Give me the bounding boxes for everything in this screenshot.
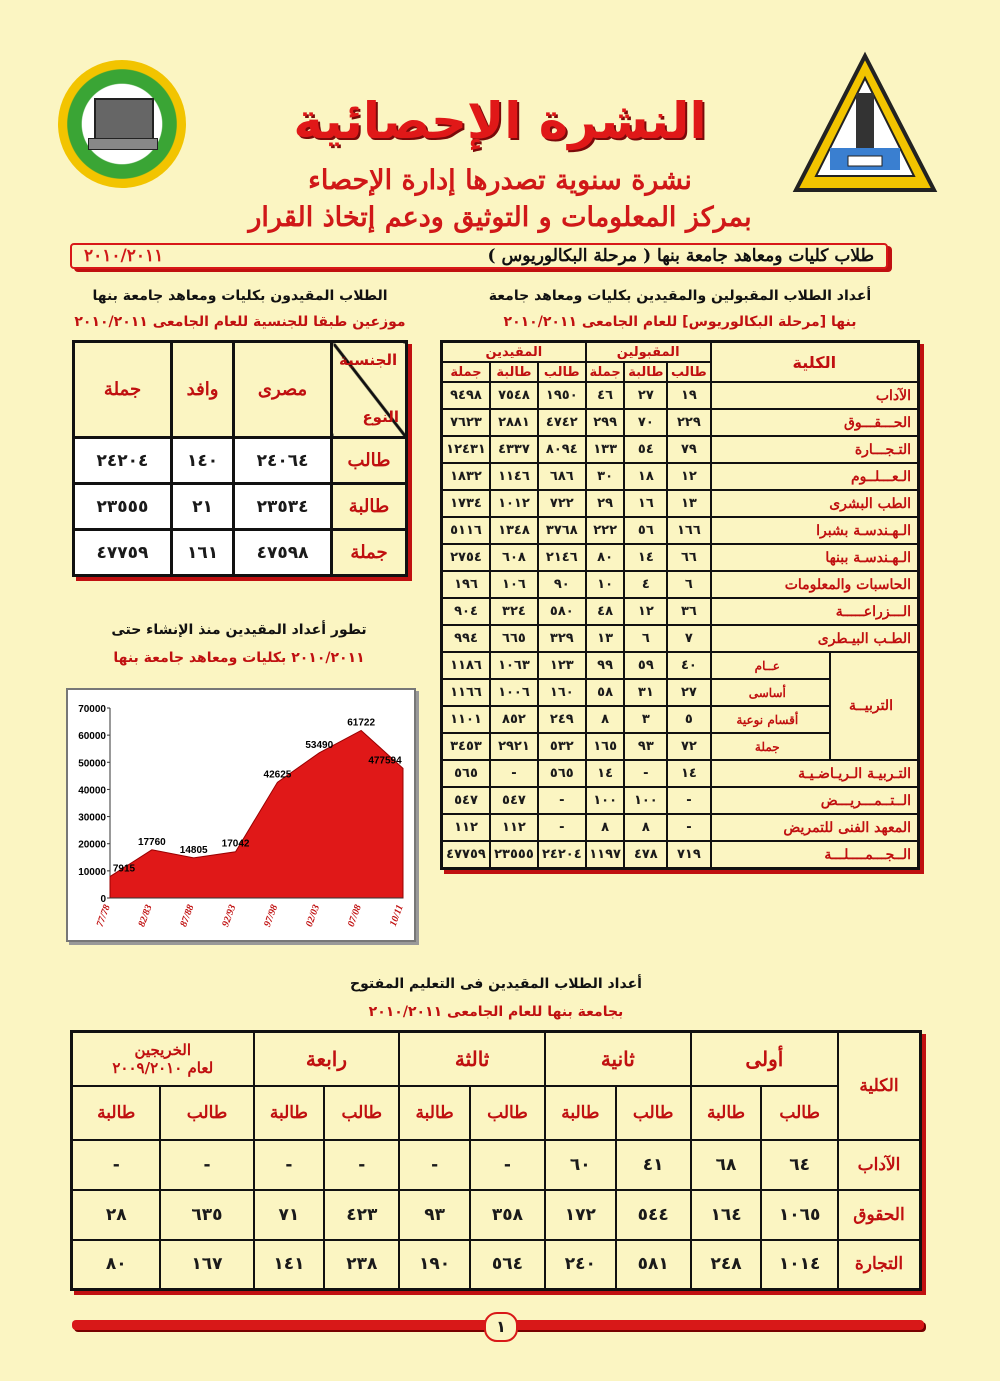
value-cell: ١٤	[586, 760, 625, 787]
value-cell: ٥٤	[624, 436, 667, 463]
value-cell: ٥٦٤	[470, 1240, 545, 1290]
value-cell: ٦٠	[545, 1140, 616, 1190]
value-cell: ١٦٠	[538, 679, 586, 706]
year-group-header: ثالثة	[399, 1032, 545, 1086]
data-label: 17760	[137, 836, 166, 848]
value-cell: ١٠٠	[624, 787, 667, 814]
value-cell: ٣٦	[667, 598, 710, 625]
value-cell: ٢٤٩	[538, 706, 586, 733]
sub-header: طالبة	[72, 1086, 161, 1140]
table-row	[442, 436, 919, 463]
sub-header: طالب	[324, 1086, 399, 1140]
value-cell: ٦٣٥	[160, 1190, 253, 1240]
value-cell: ١٠٠٦	[490, 679, 538, 706]
benha-university-logo	[790, 48, 940, 198]
value-cell: ٥٨	[586, 679, 625, 706]
value-cell: ٤١	[616, 1140, 691, 1190]
open-table-caption-1: أعداد الطلاب المقيدين فى التعليم المفتوح	[350, 976, 642, 992]
value-cell: ٥٨٠	[538, 598, 586, 625]
education-sub: أقسام نوعية	[711, 706, 830, 733]
table-row	[442, 571, 919, 598]
group-enrolled-header: المقيدين	[442, 342, 586, 363]
value-cell: ٤٨	[586, 598, 625, 625]
value-cell: ١١٨٦	[442, 652, 491, 679]
value-cell: ٤٧٤٢	[538, 409, 586, 436]
corner-cell	[332, 342, 407, 438]
faculty-name: الطب البشرى	[711, 490, 919, 517]
value-cell: -	[538, 787, 586, 814]
value-cell: ١٨٣٢	[442, 463, 491, 490]
value-cell: ٢٤٢٠٤	[538, 841, 586, 869]
value-cell: ١٩٦	[442, 571, 491, 598]
value-cell: ١٠٠	[586, 787, 625, 814]
cell: ٤٧٥٩٨	[234, 530, 332, 576]
value-cell: ٣٢٤	[490, 598, 538, 625]
value-cell: ١٣	[667, 490, 710, 517]
value-cell: ٩٠٤	[442, 598, 491, 625]
x-tick-label: 97/98	[262, 903, 281, 929]
area-series	[110, 730, 403, 898]
value-cell: ٥	[667, 706, 710, 733]
value-cell: ١٠٦٥	[761, 1190, 838, 1240]
graduates-line-1: الخريجين	[134, 1040, 192, 1059]
col-total: جملة	[74, 342, 172, 438]
faculty-name: التـجـــارة	[711, 436, 919, 463]
sub-header: جملة	[442, 362, 491, 382]
value-cell: ٢٧	[667, 679, 710, 706]
cell: ٢٤٢٠٤	[74, 438, 172, 484]
nat-table-caption-2: موزعين طبقا للجنسية للعام الجامعى ٢٠١٠/٢٠١١	[74, 314, 406, 330]
value-cell: ٢٩	[586, 490, 625, 517]
x-tick-label: 10/11	[387, 903, 406, 928]
table-row	[442, 463, 919, 490]
main-table-caption-2: بنها [مرحلة البكالوريوس] للعام الجامعى ٢٠١٠/٢٠١١	[503, 314, 857, 330]
y-tick-label: 40000	[78, 785, 106, 797]
open-table-caption-2: بجامعة بنها للعام الجامعى ٢٠١٠/٢٠١١	[368, 1004, 624, 1020]
data-label: 14805	[179, 844, 208, 856]
value-cell: ٢٢٢	[586, 517, 625, 544]
value-cell: ٤٧٧٥٩	[442, 841, 491, 869]
value-cell: ٧٦٢٣	[442, 409, 491, 436]
value-cell: ٩٣	[399, 1190, 470, 1240]
value-cell: ٩٤٩٨	[442, 382, 491, 409]
value-cell: ٩٩٤	[442, 625, 491, 652]
value-cell: ١٣٣	[586, 436, 625, 463]
col-egyptian: مصرى	[234, 342, 332, 438]
sub-header: طالب	[761, 1086, 838, 1140]
x-tick-label: 02/03	[303, 903, 323, 929]
value-cell: ٩٩	[586, 652, 625, 679]
education-sub: عــام	[711, 652, 830, 679]
value-cell: ١٠٦٣	[490, 652, 538, 679]
value-cell: -	[470, 1140, 545, 1190]
data-label: 477594	[368, 755, 402, 767]
value-cell: ٣٠	[586, 463, 625, 490]
value-cell: -	[667, 814, 710, 841]
value-cell: ١٧٢	[545, 1190, 616, 1240]
sub-header: طالبة	[545, 1086, 616, 1140]
sub-header: طالبة	[691, 1086, 762, 1140]
value-cell: ٦٦٥	[490, 625, 538, 652]
value-cell: ١١٢	[490, 814, 538, 841]
year-group-header: ثانية	[545, 1032, 691, 1086]
page-title: النشرة الإحصائية	[293, 92, 707, 150]
sub-header: طالبة	[624, 362, 667, 382]
sub-header: طالب	[160, 1086, 253, 1140]
faculty-name: الحقوق	[838, 1190, 921, 1240]
value-cell: ١١٦٦	[442, 679, 491, 706]
accepted-enrolled-table	[440, 340, 920, 870]
value-cell: ٨٥٢	[490, 706, 538, 733]
faculty-name: الآداب	[838, 1140, 921, 1190]
sub-header: طالب	[538, 362, 586, 382]
table-row	[72, 1240, 921, 1290]
value-cell: ١٦٤	[691, 1190, 762, 1240]
value-cell: ٢٧	[624, 382, 667, 409]
value-cell: ١٤	[667, 760, 710, 787]
value-cell: ٧٥٤٨	[490, 382, 538, 409]
value-cell: ٤٧٨	[624, 841, 667, 869]
faculty-name: الآداب	[711, 382, 919, 409]
table-row	[442, 652, 919, 679]
main-table-caption-1: أعداد الطلاب المقبولين والمقيدين بكليات ومعاهد جامعة	[488, 288, 872, 304]
enrollment-area-chart	[66, 688, 416, 942]
x-tick-label: 77/78	[94, 903, 113, 929]
value-cell: ٦٠٨	[490, 544, 538, 571]
data-label: 61722	[347, 717, 376, 729]
value-cell: ٧٢٢	[538, 490, 586, 517]
faculty-name: الـــزراعـــــة	[711, 598, 919, 625]
table-row	[442, 760, 919, 787]
y-tick-label: 60000	[78, 731, 106, 743]
cell: ١٦١	[172, 530, 234, 576]
value-cell: ١٤	[624, 544, 667, 571]
education-sub: جملة	[711, 733, 830, 760]
value-cell: -	[490, 760, 538, 787]
section-banner	[70, 243, 888, 269]
value-cell: ٥٦	[624, 517, 667, 544]
value-cell: ٥٦٥	[538, 760, 586, 787]
value-cell: -	[160, 1140, 253, 1190]
sub-header: طالبة	[254, 1086, 325, 1140]
value-cell: -	[667, 787, 710, 814]
value-cell: -	[399, 1140, 470, 1190]
value-cell: ٢٩٢١	[490, 733, 538, 760]
value-cell: ٧١٩	[667, 841, 710, 869]
value-cell: ٨	[586, 814, 625, 841]
value-cell: -	[324, 1140, 399, 1190]
value-cell: ١٨	[624, 463, 667, 490]
laptop-icon	[94, 98, 154, 142]
value-cell: ١٠١٢	[490, 490, 538, 517]
value-cell: ١٩٠	[399, 1240, 470, 1290]
value-cell: ٧٠	[624, 409, 667, 436]
table-row	[442, 814, 919, 841]
row-label: طالبة	[332, 484, 407, 530]
value-cell: ٧٩	[667, 436, 710, 463]
value-cell: ٢٩٩	[586, 409, 625, 436]
education-sub: أساسى	[711, 679, 830, 706]
value-cell: ٧٢	[667, 733, 710, 760]
y-tick-label: 20000	[78, 839, 106, 851]
banner-year: ٢٠١٠/٢٠١١	[84, 246, 164, 266]
value-cell: ٢٨٨١	[490, 409, 538, 436]
value-cell: ٢١٤٦	[538, 544, 586, 571]
value-cell: ١٦٦	[667, 517, 710, 544]
y-tick-label: 50000	[78, 758, 106, 770]
value-cell: ٩٣	[624, 733, 667, 760]
value-cell: ٨	[624, 814, 667, 841]
faculty-name: الحـــقـــوق	[711, 409, 919, 436]
value-cell: ٢٤٨	[691, 1240, 762, 1290]
table-row	[442, 625, 919, 652]
value-cell: ٦	[624, 625, 667, 652]
year-group-header: رابعة	[254, 1032, 400, 1086]
chart-caption-1: تطور أعداد المقيدين منذ الإنشاء حتى	[111, 622, 367, 638]
value-cell: ١٧٣٤	[442, 490, 491, 517]
sub-header: طالب	[470, 1086, 545, 1140]
y-tick-label: 30000	[78, 812, 106, 824]
nationality-table	[72, 340, 408, 577]
cell: ١٤٠	[172, 438, 234, 484]
graduates-line-2: لعام ٢٠٠٩/٢٠١٠	[112, 1058, 214, 1077]
value-cell: ٤٣٣٧	[490, 436, 538, 463]
value-cell: -	[538, 814, 586, 841]
value-cell: ٢٣٥٥٥	[490, 841, 538, 869]
page-number: ١	[484, 1312, 518, 1342]
corner-top-label: الجنسية	[339, 351, 398, 369]
value-cell: ١١٠١	[442, 706, 491, 733]
value-cell: ٢٢٩	[667, 409, 710, 436]
faculty-name: التـربيـة الـريـاضـيـة	[711, 760, 919, 787]
value-cell: ٥٨١	[616, 1240, 691, 1290]
sub-header: طالبة	[490, 362, 538, 382]
table-row	[442, 787, 919, 814]
sub-header: طالبة	[399, 1086, 470, 1140]
value-cell: ٥٣٢	[538, 733, 586, 760]
value-cell: ٦٦	[667, 544, 710, 571]
col-faculty-header: الكلية	[711, 342, 919, 383]
group-accepted-header: المقبولين	[586, 342, 711, 363]
sub-header: طالب	[616, 1086, 691, 1140]
value-cell: ٤٢٣	[324, 1190, 399, 1240]
value-cell: ٥٤٧	[490, 787, 538, 814]
data-label: 53490	[305, 739, 334, 751]
value-cell: ٣٥٨	[470, 1190, 545, 1240]
value-cell: ٥٤٤	[616, 1190, 691, 1240]
value-cell: ٥٦٥	[442, 760, 491, 787]
value-cell: ٦	[667, 571, 710, 598]
sub-header: طالب	[667, 362, 710, 382]
value-cell: ١٤١	[254, 1240, 325, 1290]
value-cell: ١٢٤٣١	[442, 436, 491, 463]
table-row	[72, 1140, 921, 1190]
faculty-name: الحاسبات والمعلومات	[711, 571, 919, 598]
education-label: التربيــة	[830, 652, 919, 760]
value-cell: ٤٠	[667, 652, 710, 679]
value-cell: ١٢	[624, 598, 667, 625]
value-cell: ١٠٦	[490, 571, 538, 598]
value-cell: ٥١١٦	[442, 517, 491, 544]
data-label: 42625	[263, 769, 292, 781]
value-cell: ٢٨	[72, 1190, 161, 1240]
value-cell: ١١٢	[442, 814, 491, 841]
value-cell: ٨	[586, 706, 625, 733]
faculty-name: الـهـندسـة بشبرا	[711, 517, 919, 544]
sub-header: جملة	[586, 362, 625, 382]
chart-caption-2: ٢٠١٠/٢٠١١ بكليات ومعاهد جامعة بنها	[113, 650, 365, 666]
faculty-name: الـهـندسـة ببنها	[711, 544, 919, 571]
row-label: جملة	[332, 530, 407, 576]
value-cell: ٨٠	[586, 544, 625, 571]
value-cell: ٤	[624, 571, 667, 598]
faculty-name: الــجـــمــــلـــة	[711, 841, 919, 869]
value-cell: -	[254, 1140, 325, 1190]
value-cell: ٣	[624, 706, 667, 733]
value-cell: ٩٠	[538, 571, 586, 598]
value-cell: ٣٧٦٨	[538, 517, 586, 544]
nat-table-caption-1: الطلاب المقيدون بكليات ومعاهد جامعة بنها	[92, 288, 388, 304]
table-row	[442, 544, 919, 571]
chart-svg	[68, 690, 414, 940]
value-cell: ٢٧٥٤	[442, 544, 491, 571]
table-row	[72, 1190, 921, 1240]
banner-text: طلاب كليات ومعاهد جامعة بنها ( مرحلة البكالوريوس )	[487, 246, 874, 266]
faculty-name: المعهد الفنى للتمريض	[711, 814, 919, 841]
value-cell: ٣٢٩	[538, 625, 586, 652]
value-cell: ١٠	[586, 571, 625, 598]
cell: ٢٣٥٣٤	[234, 484, 332, 530]
x-tick-label: 92/93	[220, 903, 239, 929]
table-row	[442, 409, 919, 436]
open-learning-table	[70, 1030, 922, 1291]
year-group-header: أولى	[691, 1032, 838, 1086]
value-cell: ٧١	[254, 1190, 325, 1240]
value-cell: ١٦	[624, 490, 667, 517]
value-cell: ٥٩	[624, 652, 667, 679]
value-cell: ١٢	[667, 463, 710, 490]
row-label: طالب	[332, 438, 407, 484]
x-tick-label: 87/88	[178, 903, 197, 929]
value-cell: ١٩٥٠	[538, 382, 586, 409]
col-foreign: وافد	[172, 342, 234, 438]
subtitle-2: بمركز المعلومات و التوثيق ودعم إتخاذ القرار	[248, 202, 752, 233]
value-cell: ٤٦	[586, 382, 625, 409]
table-row	[442, 490, 919, 517]
x-tick-label: 07/08	[345, 903, 364, 929]
y-tick-label: 10000	[78, 866, 106, 878]
value-cell: ٣١	[624, 679, 667, 706]
data-label: 7915	[112, 863, 136, 875]
value-cell: ٥٤٧	[442, 787, 491, 814]
table-row	[442, 841, 919, 869]
graduates-header	[72, 1032, 254, 1086]
value-cell: ٧	[667, 625, 710, 652]
value-cell: -	[624, 760, 667, 787]
faculty-name: الــتــمـــريـــض	[711, 787, 919, 814]
value-cell: ١٢٣	[538, 652, 586, 679]
table-row	[442, 382, 919, 409]
info-center-logo	[58, 60, 186, 188]
value-cell: ٦٤	[761, 1140, 838, 1190]
value-cell: ٦٨	[691, 1140, 762, 1190]
cell: ٢٣٥٥٥	[74, 484, 172, 530]
value-cell: ١٣	[586, 625, 625, 652]
y-tick-label: 0	[100, 894, 106, 905]
table-row	[442, 517, 919, 544]
data-label: 17042	[221, 838, 250, 850]
value-cell: ١٦٥	[586, 733, 625, 760]
value-cell: ١١٩٧	[586, 841, 625, 869]
faculty-name: التجارة	[838, 1240, 921, 1290]
table-row	[442, 598, 919, 625]
value-cell: ٢٤٠	[545, 1240, 616, 1290]
cell: ٢١	[172, 484, 234, 530]
value-cell: ١٠١٤	[761, 1240, 838, 1290]
faculty-name: الـعـــلــوم	[711, 463, 919, 490]
value-cell: ٨٠٩٤	[538, 436, 586, 463]
cell: ٢٤٠٦٤	[234, 438, 332, 484]
value-cell: ١٦٧	[160, 1240, 253, 1290]
corner-bottom-label: النوع	[362, 408, 399, 426]
value-cell: ١٣٤٨	[490, 517, 538, 544]
faculty-name: الطـب البيـطرى	[711, 625, 919, 652]
value-cell: ١٩	[667, 382, 710, 409]
col-faculty-header: الكلية	[838, 1032, 921, 1140]
value-cell: ٣٤٥٣	[442, 733, 491, 760]
value-cell: ٨٠	[72, 1240, 161, 1290]
cell: ٤٧٧٥٩	[74, 530, 172, 576]
value-cell: ٦٨٦	[538, 463, 586, 490]
y-tick-label: 70000	[78, 704, 106, 715]
subtitle-1: نشرة سنوية تصدرها إدارة الإحصاء	[308, 165, 692, 196]
value-cell: ١١٤٦	[490, 463, 538, 490]
x-tick-label: 82/83	[136, 903, 155, 929]
value-cell: ٢٣٨	[324, 1240, 399, 1290]
value-cell: -	[72, 1140, 161, 1190]
